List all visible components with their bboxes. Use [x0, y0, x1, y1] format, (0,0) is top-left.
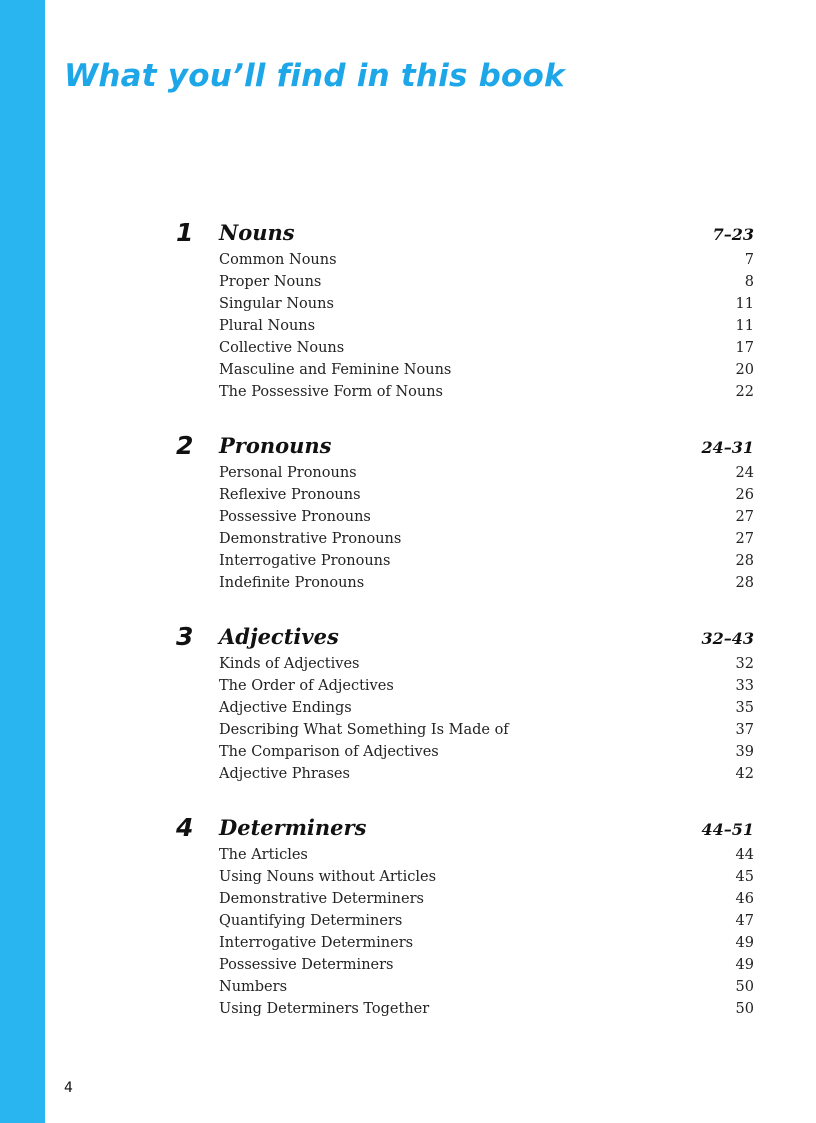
chapter-title: Pronouns	[219, 433, 332, 458]
toc-entry-page: 22	[735, 384, 754, 400]
toc-entry-page: 49	[735, 957, 754, 973]
toc-entry[interactable]	[176, 910, 754, 932]
chapter-heading[interactable]	[176, 218, 754, 249]
toc-entry-label: Numbers	[219, 979, 288, 995]
toc-entry-page: 47	[735, 913, 754, 929]
toc-entry[interactable]	[176, 888, 754, 910]
toc-entry-label: The Comparison of Adjectives	[219, 744, 439, 760]
toc-entry-label: Adjective Endings	[219, 700, 352, 716]
toc-entry[interactable]	[176, 998, 754, 1020]
toc-entry-page: 33	[735, 678, 754, 694]
chapter-entries	[176, 844, 754, 1020]
side-color-strip	[0, 0, 45, 1123]
toc-entry-page: 27	[735, 531, 754, 547]
chapter-heading[interactable]	[176, 622, 754, 653]
toc-entry-page: 20	[735, 362, 754, 378]
toc-entry[interactable]	[176, 675, 754, 697]
toc-entry-page: 17	[735, 340, 754, 356]
toc-entry[interactable]	[176, 271, 754, 293]
toc-entry[interactable]	[176, 866, 754, 888]
toc-entry[interactable]	[176, 572, 754, 594]
toc-entry-label: Interrogative Pronouns	[219, 553, 391, 569]
toc-entry-page: 26	[735, 487, 754, 503]
toc-entry-page: 28	[735, 575, 754, 591]
toc-entry-label: Adjective Phrases	[219, 766, 350, 782]
toc-chapter-4	[176, 813, 754, 1020]
page-number: 4	[64, 1080, 73, 1096]
toc-entry-page: 8	[744, 274, 754, 290]
chapter-title: Adjectives	[219, 624, 339, 649]
toc-entry-label: Interrogative Determiners	[219, 935, 414, 951]
toc-entry-page: 7	[744, 252, 754, 268]
toc-entry[interactable]	[176, 381, 754, 403]
page-title: What you’ll find in this book	[64, 58, 565, 94]
toc-entry[interactable]	[176, 315, 754, 337]
toc-entry[interactable]	[176, 359, 754, 381]
chapter-number: 4	[176, 813, 194, 842]
toc-entry[interactable]	[176, 528, 754, 550]
chapter-page-range: 32–43	[701, 629, 754, 648]
toc-entry[interactable]	[176, 763, 754, 785]
chapter-number: 3	[176, 622, 194, 651]
chapter-entries	[176, 653, 754, 785]
toc-entry-page: 50	[735, 1001, 754, 1017]
toc-entry-label: Possessive Pronouns	[219, 509, 371, 525]
toc-entry-label: Common Nouns	[219, 252, 337, 268]
chapter-heading[interactable]	[176, 813, 754, 844]
toc-entry-label: Masculine and Feminine Nouns	[219, 362, 452, 378]
toc-entry[interactable]	[176, 337, 754, 359]
chapter-entries	[176, 249, 754, 403]
toc-entry[interactable]	[176, 462, 754, 484]
toc-entry-label: Plural Nouns	[219, 318, 316, 334]
toc-entry-label: Using Determiners Together	[219, 1001, 430, 1017]
toc-entry-label: Quantifying Determiners	[219, 913, 403, 929]
chapter-page-range: 44–51	[701, 820, 754, 839]
toc-entry-page: 11	[735, 318, 754, 334]
toc-entry[interactable]	[176, 844, 754, 866]
toc-entry[interactable]	[176, 653, 754, 675]
toc-entry-label: Indefinite Pronouns	[219, 575, 365, 591]
toc-entry-label: Kinds of Adjectives	[219, 656, 360, 672]
toc-entry-label: Reflexive Pronouns	[219, 487, 361, 503]
toc-entry[interactable]	[176, 506, 754, 528]
toc-entry-label: Demonstrative Determiners	[219, 891, 424, 907]
toc-entry-label: Using Nouns without Articles	[219, 869, 437, 885]
toc-entry-label: Demonstrative Pronouns	[219, 531, 402, 547]
toc-entry-label: Collective Nouns	[219, 340, 345, 356]
toc-entry-page: 28	[735, 553, 754, 569]
toc-entry-page: 45	[735, 869, 754, 885]
toc-entry-page: 37	[735, 722, 754, 738]
toc-entry[interactable]	[176, 293, 754, 315]
toc-entry-page: 49	[735, 935, 754, 951]
toc-entry-page: 39	[735, 744, 754, 760]
toc-chapter-3	[176, 622, 754, 785]
toc-chapter-1	[176, 218, 754, 403]
toc-entry-label: The Possessive Form of Nouns	[219, 384, 443, 400]
chapter-page-range: 7–23	[712, 225, 754, 244]
toc-entry-page: 32	[735, 656, 754, 672]
toc-entry[interactable]	[176, 719, 754, 741]
toc-entry[interactable]	[176, 954, 754, 976]
chapter-number: 2	[176, 431, 194, 460]
toc-entry[interactable]	[176, 249, 754, 271]
toc-entry-page: 46	[735, 891, 754, 907]
toc-entry-page: 50	[735, 979, 754, 995]
toc-entry[interactable]	[176, 550, 754, 572]
toc-entry-page: 35	[735, 700, 754, 716]
toc-entry-page: 24	[735, 465, 754, 481]
toc-entry-label: Personal Pronouns	[219, 465, 357, 481]
toc-entry-label: Singular Nouns	[219, 296, 334, 312]
toc-entry-page: 27	[735, 509, 754, 525]
toc-entry-label: Describing What Something Is Made of	[219, 722, 509, 738]
chapter-heading[interactable]	[176, 431, 754, 462]
toc-entry-label: The Order of Adjectives	[219, 678, 394, 694]
toc-entry[interactable]	[176, 932, 754, 954]
table-of-contents	[176, 218, 754, 1048]
toc-entry[interactable]	[176, 697, 754, 719]
chapter-title: Nouns	[219, 220, 295, 245]
chapter-title: Determiners	[219, 815, 367, 840]
toc-entry[interactable]	[176, 484, 754, 506]
toc-entry-page: 44	[735, 847, 754, 863]
chapter-page-range: 24–31	[701, 438, 754, 457]
toc-entry-label: Possessive Determiners	[219, 957, 394, 973]
toc-entry-label: The Articles	[219, 847, 308, 863]
toc-entry-page: 42	[735, 766, 754, 782]
toc-entry[interactable]	[176, 741, 754, 763]
toc-entry-page: 11	[735, 296, 754, 312]
chapter-number: 1	[176, 218, 194, 247]
chapter-entries	[176, 462, 754, 594]
toc-entry[interactable]	[176, 976, 754, 998]
toc-entry-label: Proper Nouns	[219, 274, 322, 290]
toc-chapter-2	[176, 431, 754, 594]
